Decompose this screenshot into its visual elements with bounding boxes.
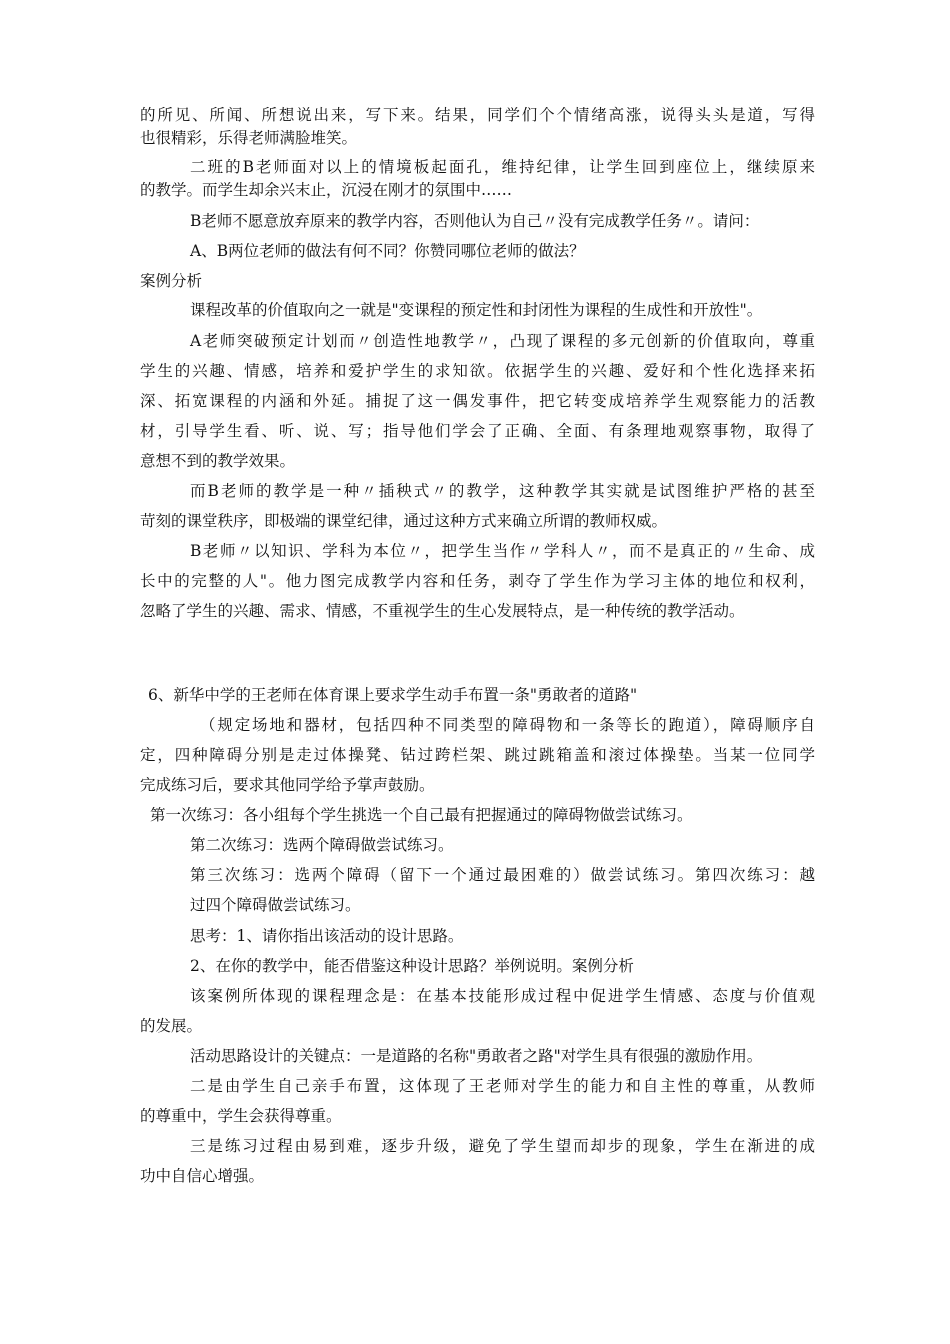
- text-line: （规定场地和器材，包括四种不同类型的障碍物和一条等长的跑道），障碍顺序自: [200, 716, 815, 734]
- text-line: 的尊重中，学生会获得尊重。: [140, 1107, 342, 1125]
- text-line: 完成练习后，要求其他同学给予掌声鼓励。: [140, 776, 435, 794]
- text-line: 定，四种障碍分别是走过体操凳、钻过跨栏架、跳过跳箱盖和滚过体操垫。当某一位同学: [140, 746, 815, 764]
- text-line: 课程改革的价值取向之一就是"变课程的预定性和封闭性为课程的生成性和开放性"。: [190, 301, 763, 319]
- text-line: 深、拓宽课程的内涵和外延。捕捉了这一偶发事件，把它转变成培养学生观察能力的活教: [140, 392, 815, 410]
- text-line: 第三次练习：选两个障碍（留下一个通过最困难的）做尝试练习。第四次练习：越: [190, 866, 815, 884]
- text-line: 意想不到的教学效果。: [140, 452, 296, 470]
- text-line: 过四个障碍做尝试练习。: [190, 896, 361, 914]
- text-line: 的教学。而学生却余兴末止，沉浸在刚才的氛围中……: [140, 181, 513, 199]
- text-line: 2、在你的教学中，能否借鉴这种设计思路？举例说明。案例分析: [190, 957, 634, 975]
- text-line: 忽略了学生的兴趣、需求、情感，不重视学生的生心发展特点，是一种传统的教学活动。: [140, 602, 745, 620]
- text-line: 而B老师的教学是一种〃插秧式〃的教学，这种教学其实就是试图维护严格的甚至: [190, 482, 815, 500]
- text-line: B老师不愿意放弃原来的教学内容，否则他认为自己〃没有完成教学任务〃。请问：: [190, 212, 760, 230]
- text-line: 学生的兴趣、情感，培养和爱护学生的求知欲。依据学生的兴趣、爱好和个性化选择来拓: [140, 362, 815, 380]
- text-line: 三是练习过程由易到难，逐步升级，避免了学生望而却步的现象，学生在渐进的成: [190, 1137, 815, 1155]
- text-line: B老师〃以知识、学科为本位〃，把学生当作〃学科人〃，而不是真正的〃生命、成: [190, 542, 815, 560]
- text-line: 材，引导学生看、听、说、写；指导他们学会了正确、全面、有条理地观察事物，取得了: [140, 422, 815, 440]
- text-line: 苛刻的课堂秩序，即极端的课堂纪律，通过这种方式来确立所谓的教师权威。: [140, 512, 668, 530]
- text-line: 长中的完整的人"。他力图完成教学内容和任务，剥夺了学生作为学习主体的地位和权利，: [140, 572, 815, 590]
- question-heading: 6、新华中学的王老师在体育课上要求学生动手布置一条"勇敢者的道路": [148, 686, 638, 704]
- text-line: 二班的B老师面对以上的情境板起面孔，维持纪律，让学生回到座位上，继续原来: [190, 158, 815, 176]
- section-heading: 案例分析: [140, 272, 203, 290]
- text-line: 第二次练习：选两个障碍做尝试练习。: [190, 836, 454, 854]
- text-line: 第一次练习：各小组每个学生挑选一个自己最有把握通过的障碍物做尝试练习。: [150, 806, 693, 824]
- text-line: A、B两位老师的做法有何不同？你赞同哪位老师的做法？: [190, 242, 585, 260]
- text-line: A老师突破预定计划而〃创造性地教学〃，凸现了课程的多元创新的价值取向，尊重: [190, 332, 815, 350]
- text-line: 的所见、所闻、所想说出来，写下来。结果，同学们个个情绪高涨，说得头头是道，写得: [140, 106, 815, 124]
- text-line: 二是由学生自己亲手布置，这体现了王老师对学生的能力和自主性的尊重，从教师: [190, 1077, 815, 1095]
- text-line: 的发展。: [140, 1017, 203, 1035]
- text-line: 也很精彩，乐得老师满脸堆笑。: [140, 129, 358, 147]
- text-line: 思考：1、请你指出该活动的设计思路。: [190, 927, 464, 945]
- text-line: 活动思路设计的关键点：一是道路的名称"勇敢者之路"对学生具有很强的激励作用。: [190, 1047, 763, 1065]
- text-line: 该案例所体现的课程理念是：在基本技能形成过程中促进学生情感、态度与价值观: [190, 987, 815, 1005]
- text-line: 功中自信心增强。: [140, 1167, 265, 1185]
